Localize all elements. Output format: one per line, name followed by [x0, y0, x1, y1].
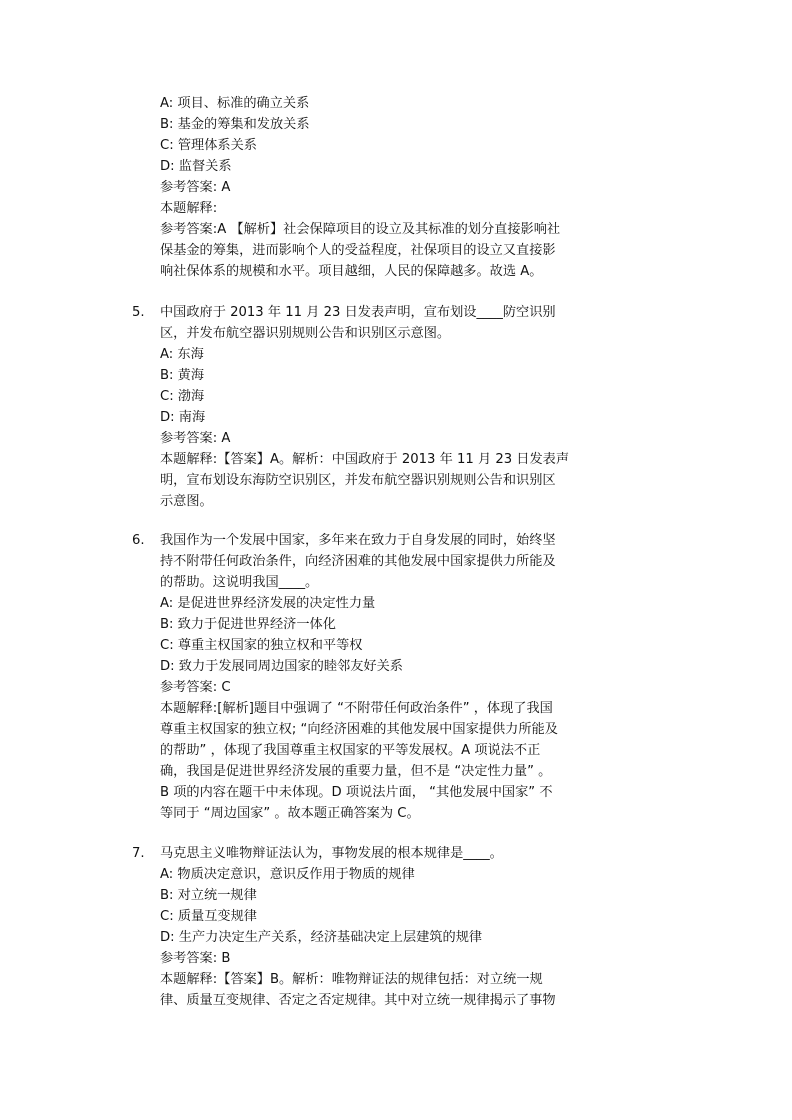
- q5-stem-line: 中国政府于 2013 年 11 月 23 日发表声明，宣布划设____防空识别: [160, 305, 556, 320]
- q6-option-d: D: 致力于发展同周边国家的睦邻友好关系: [160, 659, 403, 674]
- q6-explain-line: 本题解释:[解析]题目中强调了 “不附带任何政治条件” ，体现了我国: [160, 701, 553, 716]
- q7-explain-line: 律、质量互变规律、否定之否定规律。其中对立统一规律揭示了事物: [160, 993, 556, 1008]
- q6-explain-line: 等同于 “周边国家” 。故本题正确答案为 C。: [160, 806, 420, 821]
- q6-explain-line: 的帮助” ，体现了我国尊重主权国家的平等发展权。A 项说法不正: [160, 743, 541, 758]
- q6-explain-line: B 项的内容在题干中未体现。D 项说法片面， “其他发展中国家” 不: [160, 785, 553, 800]
- q4-option-b: B: 基金的筹集和发放关系: [160, 117, 310, 132]
- q7-number: 7.: [132, 846, 145, 861]
- q5-option-d: D: 南海: [160, 410, 206, 425]
- q6-explain-line: 尊重主权国家的独立权; “向经济困难的其他发展中国家提供力所能及: [160, 722, 558, 737]
- q5-number: 5.: [132, 305, 145, 320]
- q5-option-b: B: 黄海: [160, 368, 205, 383]
- q6-option-a: A: 是促进世界经济发展的决定性力量: [160, 596, 376, 611]
- q7-answer: 参考答案: B: [160, 951, 231, 966]
- q6-option-b: B: 致力于促进世界经济一体化: [160, 617, 336, 632]
- q4-explain-label: 本题解释:: [160, 201, 218, 216]
- q7-option-a: A: 物质决定意识，意识反作用于物质的规律: [160, 867, 415, 882]
- q4-option-d: D: 监督关系: [160, 159, 232, 174]
- q4-option-a: A: 项目、标准的确立关系: [160, 96, 310, 111]
- q6-answer: 参考答案: C: [160, 680, 231, 695]
- q6-stem-line: 我国作为一个发展中国家，多年来在致力于自身发展的同时，始终坚: [160, 533, 556, 548]
- q5-explain-line: 本题解释:【答案】A。解析：中国政府于 2013 年 11 月 23 日发表声: [160, 452, 570, 467]
- q4-explain-line: 参考答案:A 【解析】社会保障项目的设立及其标准的划分直接影响社: [160, 222, 561, 237]
- q7-option-d: D: 生产力决定生产关系，经济基础决定上层建筑的规律: [160, 930, 483, 945]
- q7-explain-line: 本题解释:【答案】B。解析：唯物辩证法的规律包括：对立统一规: [160, 972, 543, 987]
- q5-explain-line: 示意图。: [160, 494, 213, 509]
- q5-option-c: C: 渤海: [160, 389, 205, 404]
- q5-explain-line: 明，宣布划设东海防空识别区，并发布航空器识别规则公告和识别区: [160, 473, 556, 488]
- q6-option-c: C: 尊重主权国家的独立权和平等权: [160, 638, 363, 653]
- q5-option-a: A: 东海: [160, 347, 204, 362]
- q4-option-c: C: 管理体系关系: [160, 138, 257, 153]
- q4-explain-line: 保基金的筹集，进而影响个人的受益程度，社保项目的设立又直接影: [160, 243, 556, 258]
- q6-explain-line: 确，我国是促进世界经济发展的重要力量，但不是 “决定性力量” 。: [160, 764, 552, 779]
- q6-stem-line: 持不附带任何政治条件，向经济困难的其他发展中国家提供力所能及: [160, 554, 556, 569]
- q6-number: 6.: [132, 533, 145, 548]
- q7-option-b: B: 对立统一规律: [160, 888, 257, 903]
- q7-stem-line: 马克思主义唯物辩证法认为，事物发展的根本规律是____。: [160, 846, 503, 861]
- q6-stem-line: 的帮助。这说明我国____。: [160, 575, 319, 590]
- q4-explain-line: 响社保体系的规模和水平。项目越细，人民的保障越多。故选 A。: [160, 264, 543, 279]
- q7-option-c: C: 质量互变规律: [160, 909, 257, 924]
- q4-answer: 参考答案: A: [160, 180, 231, 195]
- q5-answer: 参考答案: A: [160, 431, 231, 446]
- q5-stem-line: 区，并发布航空器识别规则公告和识别区示意图。: [160, 326, 451, 341]
